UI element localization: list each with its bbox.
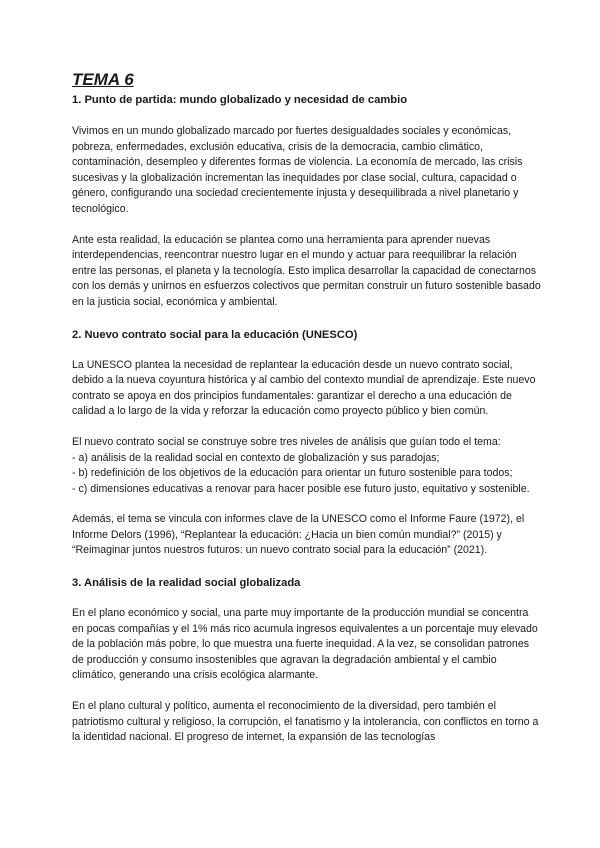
section-heading-3: 3. Análisis de la realidad social globalizada <box>72 577 301 590</box>
list-intro: El nuevo contrato social se construye sobre tres niveles de análisis que guían todo el tema: <box>72 435 501 448</box>
section-3-paragraph-1: En el plano económico y social, una parte muy importante de la producción mundial se concentra en pocas compañías y el 1% más rico acumula ingresos equivalentes a un porcentaje muy elevado de la población más pobre, lo que muestra una fuerte inequidad. A la vez, se consolidan patrones de producción y consumo insostenibles que agravan la degradación ambiental y el cambio climático, generando una crisis ecológica alarmante. <box>72 607 538 682</box>
section-2-closing-paragraph: Además, el tema se vincula con informes clave de la UNESCO como el Informe Faure (1972), el Informe Delors (1996), “Replantear la educación: ¿Hacia un bien común mundial?” (2015) y “Reimaginar juntos nuestros futuros: un nuevo contrato social para la educación” (2021). <box>72 513 525 557</box>
section-2-paragraph-1: La UNESCO plantea la necesidad de replantear la educación desde un nuevo contrato social, debido a la nueva coyuntura histórica y al cambio del contexto mundial de aprendizaje. Este nuevo contrato se apoya en dos principios fundamentales: garantizar el derecho a una educación de calidad a lo largo de la vida y reforzar la educación como proyecto público y bien común. <box>72 358 536 418</box>
section-1-paragraph-2: Ante esta realidad, la educación se plantea como una herramienta para aprender nuevas interdependencias, reencontrar nuestro lugar en el mundo y actuar para reequilibrar la relación entre las personas, el planeta y la tecnología. Esto implica desarrollar la capacidad de conectarnos con los demás y unirnos en esfuerzos colectivos que permitan construir un futuro sostenible basado en la justicia social, económica y ambiental. <box>72 233 541 308</box>
section-3-paragraph-2: En el plano cultural y político, aumenta el reconocimiento de la diversidad, pero también el patriotismo cultural y religioso, la corrupción, el fanatismo y la intolerancia, con conflictos en torno a la identidad nacional. El progreso de internet, la expansión de las tecnologías <box>72 700 539 744</box>
document-page <box>72 70 542 746</box>
document-title: TEMA 6 <box>72 70 134 89</box>
list-item-b: - b) redefinición de los objetivos de la educación para orientar un futuro sostenible para todos; <box>72 467 513 480</box>
section-1-paragraph-1: Vivimos en un mundo globalizado marcado por fuertes desigualdades sociales y económicas, pobreza, enfermedades, exclusión educativa, crisis de la democracia, cambio climático, contaminación, desempleo y diferentes formas de violencia. La economía de mercado, las crisis sucesivas y la globalización incrementan las inequidades por clase social, cultura, capacidad o género, configurando una sociedad crecientemente injusta y desequilibrada a nivel planetario y tecnológico. <box>72 125 523 215</box>
section-heading-1: 1. Punto de partida: mundo globalizado y necesidad de cambio <box>72 94 408 106</box>
section-heading-2: 2. Nuevo contrato social para la educación (UNESCO) <box>72 328 358 341</box>
section-2-list <box>72 435 542 497</box>
list-item-a: - a) análisis de la realidad social en contexto de globalización y sus paradojas; <box>72 451 440 464</box>
list-item-c: - c) dimensiones educativas a renovar para hacer posible ese futuro justo, equitativo y sostenible. <box>72 482 530 495</box>
